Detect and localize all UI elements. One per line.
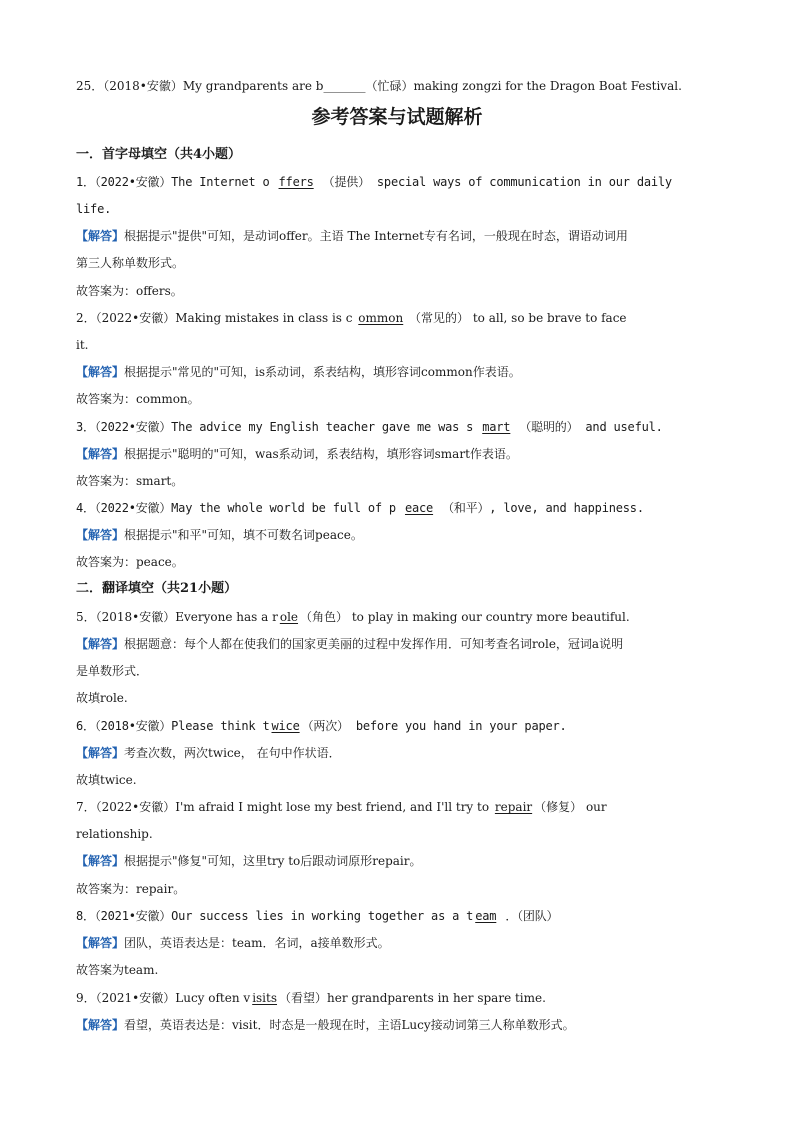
answer-tag: 【解答】 xyxy=(76,1018,125,1032)
question-8: 8．（2021•安徽）Our success lies in working together as a t eam ．（团队） xyxy=(76,909,559,923)
final-answer-6: 故填twice. xyxy=(76,773,137,787)
answer-4: eace xyxy=(404,501,434,515)
question-2-cont: it. xyxy=(76,338,89,352)
question-2: 2．（2022•安徽）Making mistakes in class is c ommon （常见的） to all, so be brave to face xyxy=(76,311,627,325)
answer-1: ffers xyxy=(278,175,314,189)
section-heading-2: 二．翻译填空（共21小题） xyxy=(76,581,238,596)
final-answer-2: 故答案为：common。 xyxy=(76,392,200,406)
answer-7: repair xyxy=(494,800,533,814)
section-heading-1: 一．首字母填空（共4小题） xyxy=(76,147,242,162)
answer-tag: 【解答】 xyxy=(76,447,125,461)
question-25: 25．（2018•安徽）My grandparents are b_______（忙碌）making zongzi for the Dragon Boat Festival. xyxy=(76,79,682,93)
final-answer-3: 故答案为：smart。 xyxy=(76,474,184,488)
final-answer-1: 故答案为：offers。 xyxy=(76,284,183,298)
answer-6: wice xyxy=(271,719,300,733)
answer-tag: 【解答】 xyxy=(76,637,125,651)
question-4: 4．（2022•安徽）May the whole world be full of p eace （和平）, love, and happiness. xyxy=(76,501,644,515)
answer-tag: 【解答】 xyxy=(76,854,125,868)
answer-tag: 【解答】 xyxy=(76,936,125,950)
question-7: 7．（2022•安徽）I'm afraid I might lose my best friend, and I'll try to repair （修复） our xyxy=(76,800,607,814)
question-6: 6．（2018•安徽）Please think t wice （两次） before you hand in your paper. xyxy=(76,719,567,733)
explanation-1-cont: 第三人称单数形式。 xyxy=(76,256,185,270)
answer-tag: 【解答】 xyxy=(76,528,125,542)
answer-tag: 【解答】 xyxy=(76,229,125,243)
explanation-6: 【解答】考查次数，两次twice， 在句中作状语． xyxy=(76,746,341,760)
question-1-cont: life. xyxy=(76,202,112,216)
final-answer-4: 故答案为：peace。 xyxy=(76,555,184,569)
explanation-5-cont: 是单数形式． xyxy=(76,664,149,678)
question-7-cont: relationship. xyxy=(76,827,153,841)
explanation-4: 【解答】根据提示"和平"可知，填不可数名词peace。 xyxy=(76,528,363,542)
explanation-3: 【解答】根据提示"聪明的"可知，was系动词，系表结构，填形容词smart作表语。 xyxy=(76,447,518,461)
answer-tag: 【解答】 xyxy=(76,365,125,379)
answer-tag: 【解答】 xyxy=(76,746,125,760)
answer-9: isits xyxy=(252,991,278,1005)
final-answer-7: 故答案为：repair。 xyxy=(76,882,186,896)
explanation-5: 【解答】根据题意：每个人都在使我们的国家更美丽的过程中发挥作用．可知考查名词role，冠词a说明 xyxy=(76,637,624,651)
explanation-9: 【解答】看望，英语表达是：visit．时态是一般现在时，主语Lucy接动词第三人称单数形式。 xyxy=(76,1018,575,1032)
explanation-2: 【解答】根据提示"常见的"可知，is系动词，系表结构，填形容词common作表语。 xyxy=(76,365,521,379)
final-answer-5: 故填role. xyxy=(76,691,128,705)
question-9: 9．（2021•安徽）Lucy often v isits （看望）her grandparents in her spare time. xyxy=(76,991,546,1005)
explanation-1: 【解答】根据提示"提供"可知，是动词offer。主语 The Internet专有名词，一般现在时态，谓语动词用 xyxy=(76,229,628,243)
question-3: 3．（2022•安徽）The advice my English teacher gave me was s mart （聪明的） and useful. xyxy=(76,420,663,434)
question-5: 5．（2018•安徽）Everyone has a r ole （角色） to play in making our country more beautiful. xyxy=(76,610,630,624)
final-answer-8: 故答案为team. xyxy=(76,963,159,977)
page-title: 参考答案与试题解析 xyxy=(311,106,483,128)
question-1: 1．（2022•安徽）The Internet o ffers （提供） special ways of communication in our daily xyxy=(76,175,672,189)
answer-5: ole xyxy=(279,610,299,624)
answer-8: eam xyxy=(475,909,497,923)
explanation-8: 【解答】团队，英语表达是：team．名词，a接单数形式。 xyxy=(76,936,390,950)
answer-2: ommon xyxy=(358,311,404,325)
answer-3: mart xyxy=(482,420,511,434)
explanation-7: 【解答】根据提示"修复"可知，这里try to后跟动词原形repair。 xyxy=(76,854,422,868)
